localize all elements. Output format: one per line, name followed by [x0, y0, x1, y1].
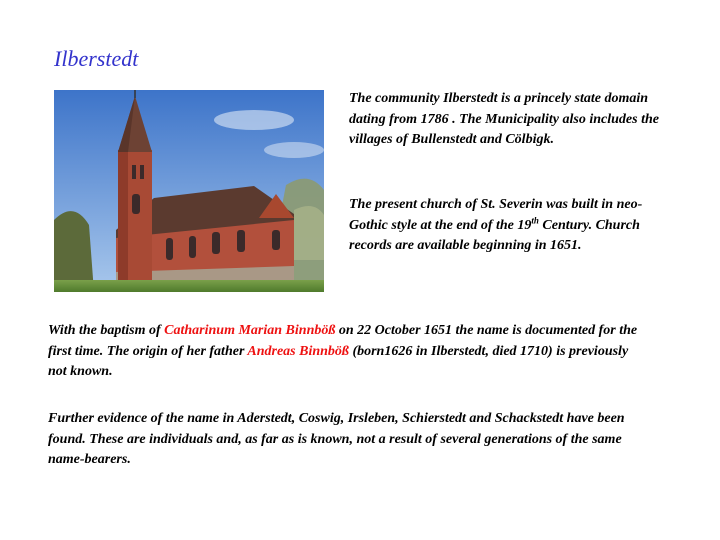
highlighted-name-catharinum: Catharinum Marian Binnböß: [164, 323, 336, 338]
baptism-record: [48, 321, 648, 383]
church-photo: [54, 90, 324, 292]
church-description: [349, 195, 674, 257]
church-text-part2: Century. Church records are available beginning in 1651.: [349, 217, 640, 253]
baptism-text-part1: With the baptism of: [48, 323, 165, 338]
further-evidence: Further evidence of the name in Aderstedt, Coswig, Irsleben, Schierstedt and Schackstedt have been found. These are individuals and, as far as is known, not a result of several generations of the same name-bearers.: [48, 411, 625, 467]
ordinal-suffix: th: [531, 214, 539, 225]
baptism-text-part3: (born1626 in Ilberstedt, died 1710) is previously not known.: [48, 343, 629, 379]
page-title: Ilberstedt: [54, 46, 139, 71]
highlighted-name-andreas: Andreas Binnböß: [247, 343, 349, 359]
baptism-text-part2: on 22 October 1651 the name is documented for the first time. The origin of her father: [48, 323, 638, 359]
community-description: The community Ilberstedt is a princely state domain dating from 1786 . The Municipality also includes the villages of Bullenstedt and Cölbigk.: [349, 91, 659, 147]
church-text-part1: The present church of St. Severin was built in neo-Gothic style at the end of the 19: [349, 197, 643, 233]
